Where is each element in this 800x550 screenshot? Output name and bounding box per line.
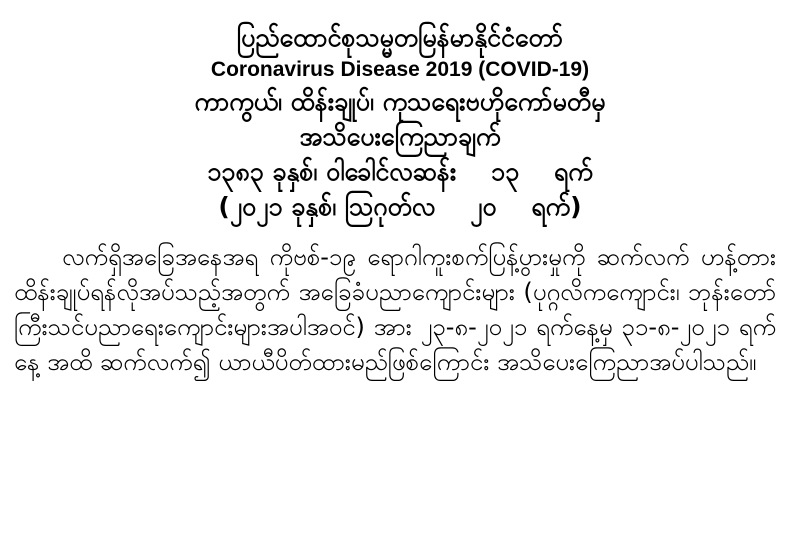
announcement-body-paragraph: လက်ရှိအခြေအနေအရ ကိုဗစ်-၁၉ ရောဂါကူးစက်ပြန့်ပွားမှုကို ဆက်လက် ဟန့်တား ထိန်းချုပ်ရန်လိုအပ်သည့်အတွက် အခြေခံပညာကျောင်းများ (ပုဂ္ဂလိကကျောင်း၊ ဘုန်းတော်ကြီးသင်ပညာရေးကျောင်းများအပါအဝင်) အား ၂၃-၈-၂၀၂၁ ရက်နေ့မှ ၃၁-၈-၂၀၂၁ ရက်နေ့ အထိ ဆက်လက်၍ ယာယီပိတ်ထားမည်ဖြစ်ကြောင်း အသိပေးကြေညာအပ်ပါသည်။ bbox=[14, 243, 777, 376]
disease-title-en: Coronavirus Disease 2019 (COVID-19) bbox=[210, 58, 590, 81]
state-title: ပြည်ထောင်စုသမ္မတမြန်မာနိုင်ငံတော် bbox=[236, 23, 564, 52]
gregorian-date: (၂၀၂၁ ခုနှစ်၊ သြဂုတ်လ ၂၀ ရက်) bbox=[218, 192, 582, 221]
committee-title: ကာကွယ်၊ ထိန်းချုပ်၊ ကုသရေးဗဟိုကော်မတီမှ bbox=[194, 87, 606, 116]
myanmar-calendar-date: ၁၃၈၃ ခုနှစ်၊ ဝါခေါင်လဆန်း ၁၃ ရက် bbox=[207, 157, 593, 186]
announcement-title: အသိပေးကြေညာချက် bbox=[299, 122, 501, 151]
document-header bbox=[0, 0, 800, 224]
